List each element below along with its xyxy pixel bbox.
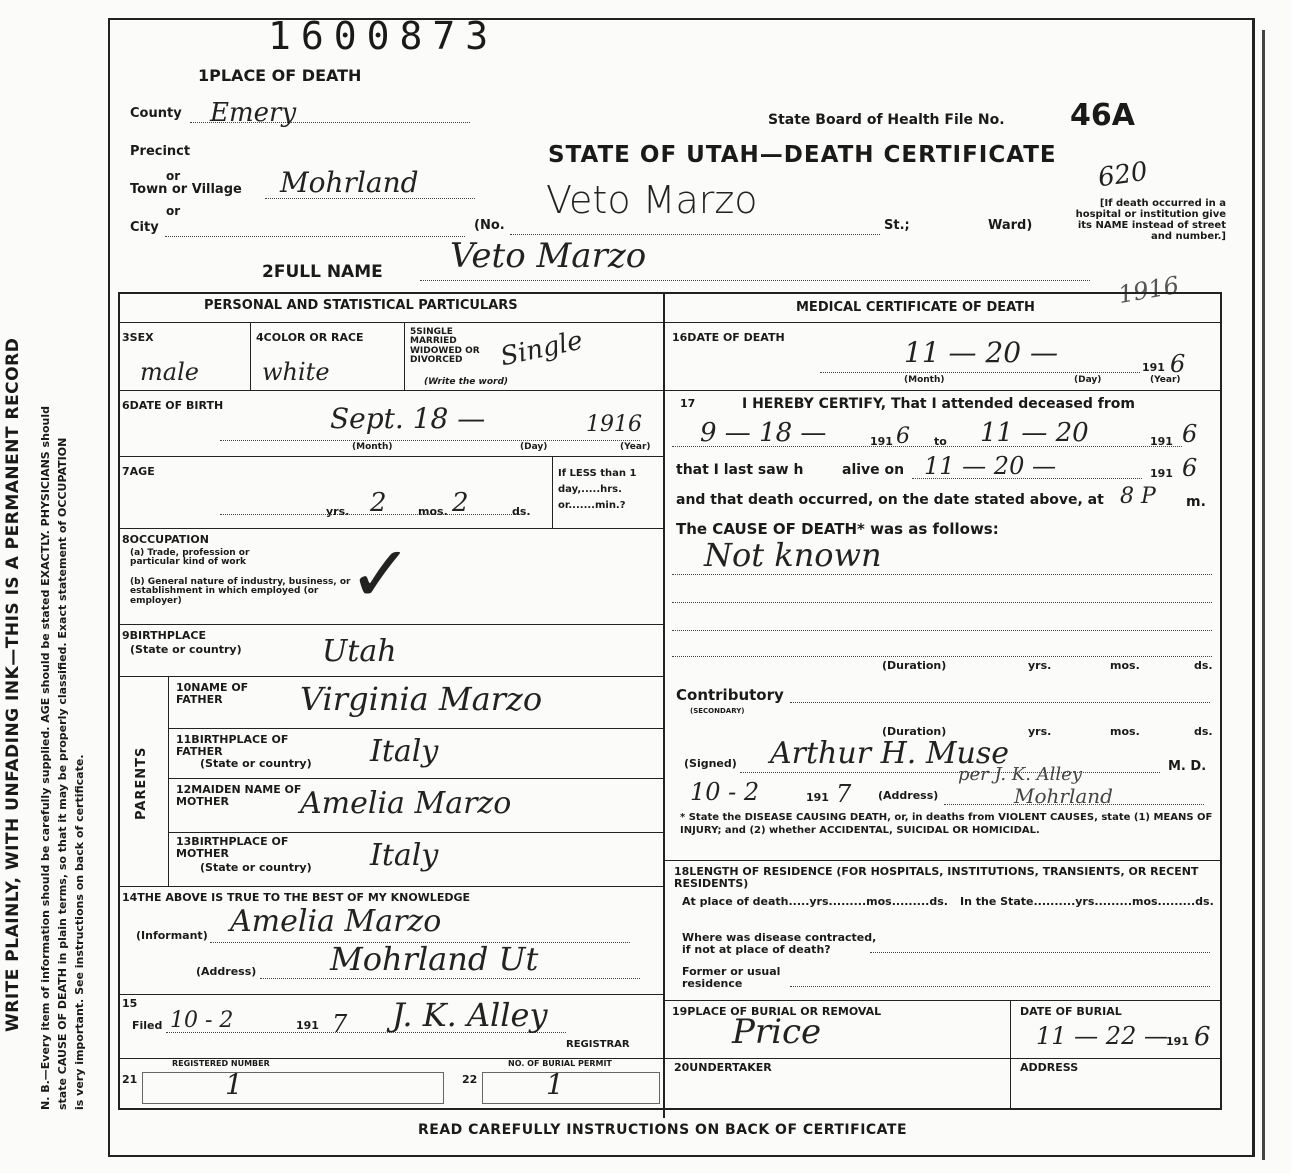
burial-date-year: 6 xyxy=(1194,1022,1211,1052)
cause-line-1 xyxy=(672,574,1212,575)
less-than-label: If LESS than 1 day,.....hrs. or.......min.? xyxy=(558,468,637,511)
burial-permit-header: NO. OF BURIAL PERMIT xyxy=(508,1059,612,1068)
grid-divider xyxy=(663,292,665,1118)
footnote-rule xyxy=(663,860,1220,861)
grid-left xyxy=(118,292,120,1108)
street-value: Veto Marzo xyxy=(546,178,758,222)
header-rule-right xyxy=(663,322,1220,323)
duration-label-2: (Duration) xyxy=(882,725,947,738)
or-1: or xyxy=(166,169,181,183)
sign-year-prefix: 191 xyxy=(806,791,829,804)
occurred-time: 8 P xyxy=(1120,484,1156,509)
occurred-label: and that death occurred, on the date stated above, at xyxy=(676,492,1104,508)
color-value: white xyxy=(262,358,330,386)
at-place-label: At place of death.....yrs.........mos.........ds. xyxy=(682,895,948,908)
age-ds-label: ds. xyxy=(512,505,531,518)
contracted-label: Where was disease contracted, if not at place of death? xyxy=(682,931,877,956)
attended-from-year-prefix: 191 xyxy=(870,435,893,448)
personal-header: PERSONAL AND STATISTICAL PARTICULARS xyxy=(204,298,518,313)
row6-rule xyxy=(118,456,663,457)
duration-mos-2: mos. xyxy=(1110,725,1140,738)
burial-date-value: 11 — 22 — xyxy=(1036,1022,1168,1050)
sex-value: male xyxy=(140,358,199,386)
burial-permit-value: 1 xyxy=(546,1068,564,1101)
precinct-label: Precinct xyxy=(130,144,191,159)
filed-number: 15 xyxy=(122,997,138,1010)
grid-right xyxy=(1220,292,1222,1108)
medical-header: MEDICAL CERTIFICATE OF DEATH xyxy=(796,300,1035,315)
date-of-death-value: 11 — 20 — xyxy=(904,336,1058,369)
contracted-line xyxy=(870,952,1210,953)
undertaker-label: 20UNDERTAKER xyxy=(674,1061,772,1074)
or-2: or xyxy=(166,204,181,218)
burial-place-value: Price xyxy=(732,1012,822,1052)
registrar-label: REGISTRAR xyxy=(566,1039,630,1050)
attended-from: 9 — 18 — xyxy=(700,418,827,448)
attended-to-year-prefix: 191 xyxy=(1150,435,1173,448)
burial-date-year-prefix: 191 xyxy=(1166,1035,1189,1048)
filed-value: 10 - 2 xyxy=(170,1008,234,1033)
address-value: Mohrland Ut xyxy=(330,940,539,978)
marital-label: 5SINGLE MARRIED WIDOWED OR DIVORCED xyxy=(410,327,480,366)
filed-year: 7 xyxy=(332,1010,348,1038)
row3-rule xyxy=(118,390,663,391)
certificate-title: STATE OF UTAH—DEATH CERTIFICATE xyxy=(548,142,1057,168)
birthplace-value: Utah xyxy=(322,634,397,669)
color-divider xyxy=(404,322,405,390)
age-months-value: 2 xyxy=(370,488,387,518)
dob-label: 6DATE OF BIRTH xyxy=(122,399,224,412)
mother-label: 12MAIDEN NAME OF MOTHER xyxy=(176,783,302,808)
state-file-label: State Board of Health File No. xyxy=(768,112,1005,128)
burial-permit-num: 22 xyxy=(462,1073,478,1086)
hospital-note: [If death occurred in a hospital or institution give its NAME instead of street and number.] xyxy=(1075,198,1226,242)
certificate-number: 1600873 xyxy=(268,14,499,58)
mother-value: Amelia Marzo xyxy=(300,786,512,821)
margin-year: 1916 xyxy=(1116,270,1182,310)
marital-note: (Write the word) xyxy=(424,377,509,387)
age-mos-label: mos. xyxy=(418,505,448,518)
sign-address-label: (Address) xyxy=(878,789,939,802)
occupation-label: 8OCCUPATION xyxy=(122,533,209,546)
cause-line-3 xyxy=(672,630,1212,631)
duration-ds-1: ds. xyxy=(1194,659,1213,672)
signed-line xyxy=(740,772,1160,773)
dob-year: 1916 xyxy=(586,412,642,437)
dob-year-label: (Year) xyxy=(620,442,651,452)
town-value: Mohrland xyxy=(280,166,419,199)
color-label: 4COLOR OR RACE xyxy=(256,331,364,344)
state-file-number: 46A xyxy=(1070,98,1135,133)
full-name-value: Veto Marzo xyxy=(450,236,647,276)
grid-bottom xyxy=(118,1108,1222,1110)
duration-yrs-1: yrs. xyxy=(1028,659,1052,672)
father-label: 10NAME OF FATHER xyxy=(176,681,249,706)
birthplace-label: 9BIRTHPLACE xyxy=(122,629,206,642)
street-line xyxy=(510,234,880,235)
occupation-a: (a) Trade, profession or particular kind of work xyxy=(130,548,250,568)
occupation-check: ✓ xyxy=(348,530,414,620)
footnote: * State the DISEASE CAUSING DEATH, or, in deaths from VIOLENT CAUSES, state (1) MEANS OF INJURY; and (2) whether ACCIDENTAL, SUICIDAL OR HOMICIDAL. xyxy=(680,812,1213,836)
cause-value: Not known xyxy=(704,536,882,574)
dod-month-label: (Month) xyxy=(904,375,945,385)
father-value: Virginia Marzo xyxy=(300,680,543,718)
duration-yrs-2: yrs. xyxy=(1028,725,1052,738)
parents-label: PARENTS xyxy=(134,746,149,820)
cause-label: The CAUSE OF DEATH* was as follows: xyxy=(676,520,999,538)
mother-birthplace-label: 13BIRTHPLACE OF MOTHER xyxy=(176,835,289,860)
sign-year: 7 xyxy=(836,780,852,808)
certify-number: 17 xyxy=(680,397,696,410)
ward-label: Ward) xyxy=(988,218,1033,233)
duration-ds-2: ds. xyxy=(1194,725,1213,738)
date-of-death-year-prefix: 191 xyxy=(1142,361,1165,374)
street-no-label: (No. xyxy=(474,218,505,233)
last-saw-value: 11 — 20 — xyxy=(924,452,1056,480)
age-yrs-label: yrs. xyxy=(326,505,350,518)
last-saw-year: 6 xyxy=(1182,454,1198,482)
burial-divider xyxy=(1010,1000,1011,1108)
dob-value: Sept. 18 — xyxy=(330,402,486,435)
reg-number-value: 1 xyxy=(225,1068,243,1101)
address-label: (Address) xyxy=(196,965,257,978)
marital-value: Single xyxy=(497,325,586,373)
contributory-label: Contributory xyxy=(676,686,784,704)
father-birthplace-sub: (State or country) xyxy=(200,757,312,770)
place-of-death-header: 1PLACE OF DEATH xyxy=(198,66,362,85)
county-label: County xyxy=(130,106,182,121)
father-birthplace-label: 11BIRTHPLACE OF FATHER xyxy=(176,733,289,758)
birthplace-sub: (State or country) xyxy=(130,643,242,656)
address-line xyxy=(260,978,640,979)
informant-rule xyxy=(118,994,663,995)
footer-instructions: READ CAREFULLY INSTRUCTIONS ON BACK OF CERTIFICATE xyxy=(418,1122,908,1138)
filed-year-prefix: 191 xyxy=(296,1019,319,1032)
secondary-label: (SECONDARY) xyxy=(690,707,745,715)
mother-bp-rule xyxy=(118,886,663,887)
burial-permit-box xyxy=(482,1072,660,1104)
left-margin-write-plainly: WRITE PLAINLY, WITH UNFADING INK—THIS IS A PERMANENT RECORD xyxy=(3,337,23,1032)
attended-to-year: 6 xyxy=(1182,420,1198,448)
informant-label: (Informant) xyxy=(136,929,208,942)
reg-number-num: 21 xyxy=(122,1073,138,1086)
dob-day-label: (Day) xyxy=(520,442,548,452)
left-margin-note-2: state CAUSE OF DEATH in plain terms, so that it may be properly classified. Exact statement of OCCUPATION xyxy=(56,437,69,1110)
attended-to: 11 — 20 xyxy=(980,418,1089,448)
duration-mos-1: mos. xyxy=(1110,659,1140,672)
date-of-death-year: 6 xyxy=(1170,350,1186,378)
m-label: m. xyxy=(1186,494,1206,510)
mother-rule xyxy=(168,832,663,833)
duration-label-1: (Duration) xyxy=(882,659,947,672)
cause-line-2 xyxy=(672,602,1212,603)
file-number-extra: 620 xyxy=(1096,156,1150,194)
mother-birthplace-sub: (State or country) xyxy=(200,861,312,874)
dob-month-label: (Month) xyxy=(352,442,393,452)
town-label: Town or Village xyxy=(130,182,242,197)
row9-rule xyxy=(118,676,663,677)
former-residence-label: Former or usual residence xyxy=(682,965,781,990)
left-margin-note-1: N. B.—Every item of information should be carefully supplied. AGE should be stated EXACTLY. PHYSICIANS should xyxy=(39,406,52,1110)
per-value: per J. K. Alley xyxy=(958,764,1082,785)
occupation-b: (b) General nature of industry, business, or establishment in which employed (or employer) xyxy=(130,577,351,606)
contributory-line xyxy=(790,702,1210,703)
registrar-signature: J. K. Alley xyxy=(392,996,548,1034)
alive-on-label: alive on xyxy=(842,462,905,478)
father-bp-rule xyxy=(168,778,663,779)
left-margin-note-3: is very important. See instructions on back of certificate. xyxy=(73,754,86,1110)
informant-header: 14THE ABOVE IS TRUE TO THE BEST OF MY KNOWLEDGE xyxy=(122,891,471,904)
signed-label: (Signed) xyxy=(684,757,737,770)
certify-text: I HEREBY CERTIFY, That I attended deceased from xyxy=(742,396,1135,412)
city-line xyxy=(165,236,465,237)
reg-number-header: REGISTERED NUMBER xyxy=(172,1059,270,1068)
full-name-label: 2FULL NAME xyxy=(262,262,383,282)
father-rule xyxy=(168,728,663,729)
full-name-line xyxy=(420,280,1090,281)
age-divider xyxy=(552,456,553,528)
informant-value: Amelia Marzo xyxy=(230,904,442,939)
residence-rule xyxy=(663,1000,1220,1001)
row8-rule xyxy=(118,624,663,625)
father-birthplace-value: Italy xyxy=(370,734,439,769)
residence-label: 18LENGTH OF RESIDENCE (FOR HOSPITALS, INSTITUTIONS, TRANSIENTS, OR RECENT RESIDENTS) xyxy=(674,865,1199,890)
county-value: Emery xyxy=(210,98,297,128)
burial-place-label: 19PLACE OF BURIAL OR REMOVAL xyxy=(672,1005,882,1018)
to-label: to xyxy=(934,435,947,448)
burial-date-label: DATE OF BURIAL xyxy=(1020,1005,1122,1018)
sex-label: 3SEX xyxy=(122,331,154,344)
row7-rule xyxy=(118,528,663,529)
attended-from-year: 6 xyxy=(896,424,910,449)
sign-address-value: Mohrland xyxy=(1014,784,1113,808)
md-label: M. D. xyxy=(1168,759,1207,774)
sex-divider xyxy=(250,322,251,390)
last-saw-year-prefix: 191 xyxy=(1150,467,1173,480)
right-edge xyxy=(1262,30,1265,1160)
dod-year-label: (Year) xyxy=(1150,375,1181,385)
dod-day-label: (Day) xyxy=(1074,375,1102,385)
burial-rule xyxy=(663,1058,1220,1059)
last-saw-label: that I last saw h xyxy=(676,462,804,478)
mother-birthplace-value: Italy xyxy=(370,838,439,873)
dob-line xyxy=(220,440,640,441)
age-days-value: 2 xyxy=(452,488,469,518)
date-of-death-line xyxy=(820,372,1140,373)
street-st-label: St.; xyxy=(884,218,910,233)
former-line xyxy=(790,986,1210,987)
header-rule-left xyxy=(118,322,663,323)
filed-label: Filed xyxy=(132,1019,163,1032)
in-state-label: In the State..........yrs.........mos.........ds. xyxy=(960,895,1214,908)
sign-date: 10 - 2 xyxy=(690,778,760,806)
dod-rule xyxy=(663,390,1220,391)
grid-top xyxy=(118,292,1222,294)
undertaker-address-label: ADDRESS xyxy=(1020,1061,1079,1074)
date-of-death-label: 16DATE OF DEATH xyxy=(672,331,785,344)
age-label: 7AGE xyxy=(122,465,155,478)
cause-line-4 xyxy=(672,656,1212,657)
parents-divider xyxy=(168,676,169,886)
signed-value: Arthur H. Muse xyxy=(770,736,1010,771)
city-label: City xyxy=(130,220,159,235)
reg-number-box xyxy=(142,1072,444,1104)
